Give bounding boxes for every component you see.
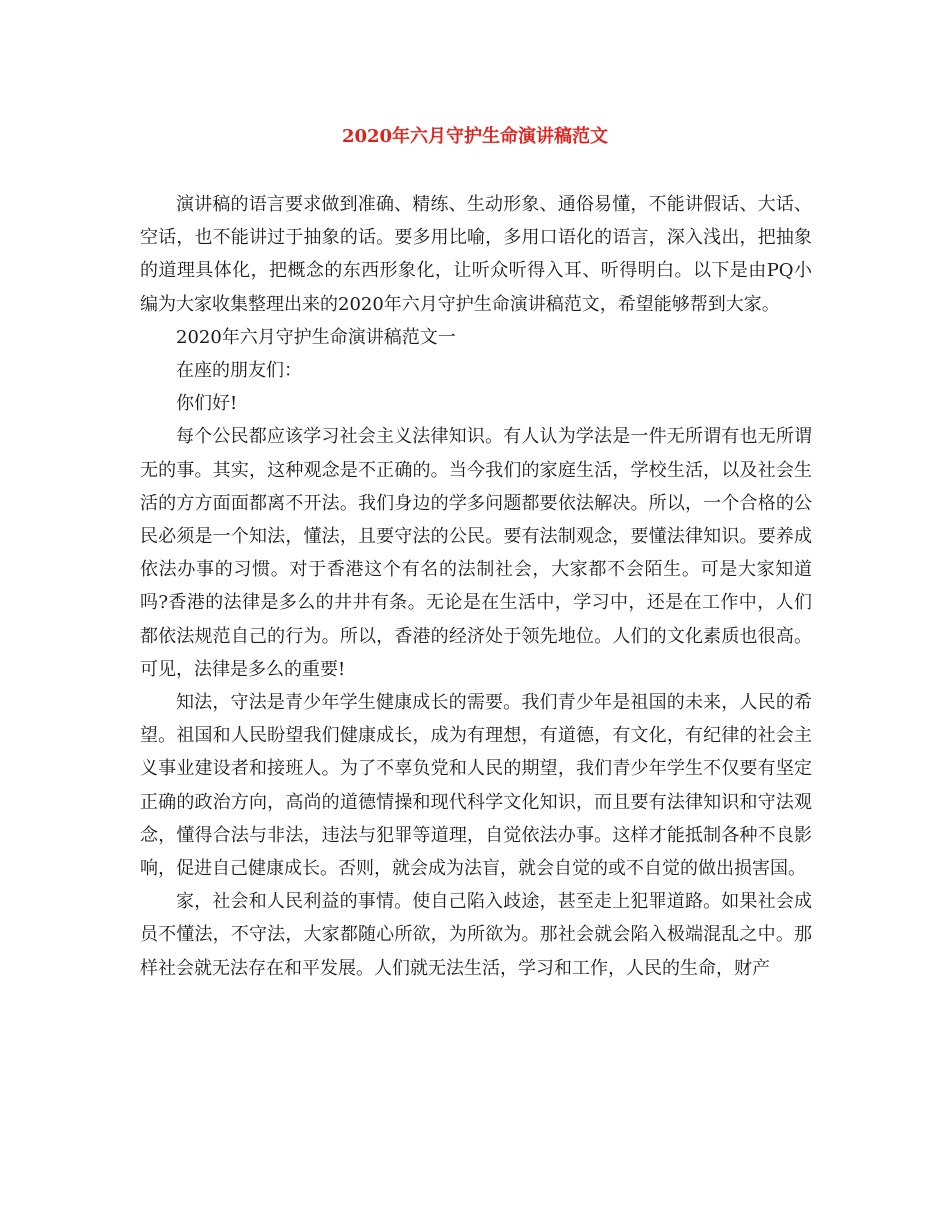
document-body — [140, 188, 812, 985]
paragraph-salutation: 在座的朋友们： — [176, 360, 302, 382]
paragraph-greeting: 你们好! — [176, 393, 238, 415]
document-title: 2020年六月守护生命演讲稿范文 — [341, 126, 609, 147]
paragraph-intro: 演讲稿的语言要求做到准确、精练、生动形象、通俗易懂，不能讲假话、大话、空话，也不能讲过于抽象的话。要多用比喻，多用口语化的语言，深入浅出，把抽象的道理具体化，把概念的东西形象化，让听众听得入耳、听得明白。以下是由PQ小编为大家收集整理出来的2020年六月守护生命演讲稿范文，希望能够帮到大家。 — [140, 194, 812, 315]
paragraph-society: 家，社会和人民利益的事情。使自己陷入歧途，甚至走上犯罪道路。如果社会成员不懂法，不守法，大家都随心所欲，为所欲为。那社会就会陷入极端混乱之中。那样社会就无法存在和平发展。人们就无法生活，学习和工作，人民的生命，财产 — [140, 891, 812, 979]
paragraph-youth-growth: 知法，守法是青少年学生健康成长的需要。我们青少年是祖国的未来，人民的希望。祖国和人民盼望我们健康成长，成为有理想，有道德，有文化，有纪律的社会主义事业建设者和接班人。为了不辜负党和人民的期望，我们青少年学生不仅要有坚定正确的政治方向，高尚的道德情操和现代科学文化知识，而且要有法律知识和守法观念，懂得合法与非法，违法与犯罪等道理，自觉依法办事。这样才能抵制各种不良影响，促进自己健康成长。否则，就会成为法盲，就会自觉的或不自觉的做出损害国。 — [140, 692, 812, 880]
paragraph-section-heading: 2020年六月守护生命演讲稿范文一 — [176, 326, 456, 348]
paragraph-law-knowledge: 每个公民都应该学习社会主义法律知识。有人认为学法是一件无所谓有也无所谓无的事。其实，这种观念是不正确的。当今我们的家庭生活，学校生活，以及社会生活的方方面面都离不开法。我们身边的学多问题都要依法解决。所以，一个合格的公民必须是一个知法，懂法，且要守法的公民。要有法制观念，要懂法律知识。要养成依法办事的习惯。对于香港这个有名的法制社会，大家都不会陌生。可是大家知道吗?香港的法律是多么的井井有条。无论是在生活中，学习中，还是在工作中，人们都依法规范自己的行为。所以，香港的经济处于领先地位。人们的文化素质也很高。可见，法律是多么的重要! — [140, 426, 812, 680]
